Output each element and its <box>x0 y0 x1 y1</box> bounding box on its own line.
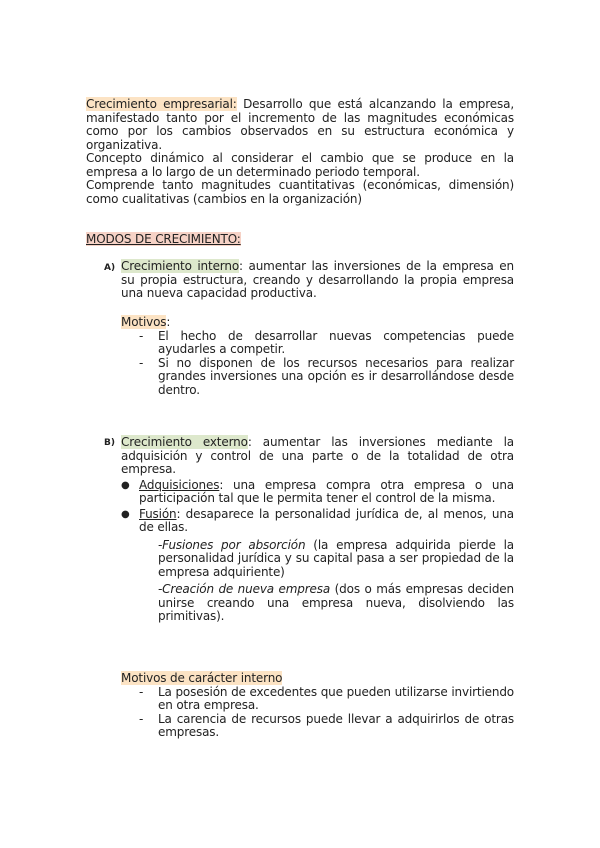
motivos-interno-heading: Motivos de carácter interno <box>121 671 283 685</box>
motivos-interno-list <box>121 686 514 740</box>
list-item: - La carencia de recursos puede llevar a adquirirlos de otras empresas. <box>139 711 514 739</box>
crecimiento-externo-section <box>121 436 514 628</box>
list-item-adquisiciones: ● Adquisiciones: una empresa compra otra empresa o una participación tal que le permita tener el control de la misma. <box>121 477 514 505</box>
intro-concept-1: Concepto dinámico al considerar el cambio que se produce en la empresa a lo largo de un determinado periodo temporal. <box>86 151 514 179</box>
marker-a: A) <box>104 263 116 273</box>
intro-term: Crecimiento empresarial: <box>86 97 237 111</box>
intro-paragraph <box>86 98 514 206</box>
fusion-absorcion: -Fusiones por absorción (la empresa adquirida pierde la personalidad jurídica y su capital pasa a ser propiedad de la empresa adquiriente) <box>158 537 514 579</box>
bullet-icon: ● <box>121 479 130 491</box>
list-item: - Si no disponen de los recursos necesarios para realizar grandes inversiones una opción es ir desarrollándose desde dentro. <box>139 355 514 397</box>
externo-definition: Crecimiento externo: aumentar las inversiones mediante la adquisición y control de una parte o de la totalidad de otra empresa. <box>121 435 514 476</box>
bullet-icon: ● <box>121 508 130 520</box>
intro-concept-2: Comprende tanto magnitudes cuantitativas (económicas, dimensión) como cualitativas (cambios en la organización) <box>86 178 514 206</box>
motivos-list <box>121 330 514 398</box>
motivos-section <box>121 316 514 397</box>
externo-bullet-list <box>121 479 514 535</box>
list-item: - El hecho de desarrollar nuevas competencias puede ayudarles a competir. <box>139 328 514 356</box>
list-item-fusion: ● Fusión: desaparece la personalidad jurídica de, al menos, una de ellas. <box>121 506 514 534</box>
externo-term: Crecimiento externo <box>121 435 248 449</box>
marker-b: B) <box>104 438 115 448</box>
intro-definition <box>86 98 514 152</box>
modos-heading: MODOS DE CRECIMIENTO: <box>86 232 241 246</box>
interno-term: Crecimiento interno <box>121 259 240 273</box>
intro-definition-text: Desarrollo que está alcanzando la empresa, manifestado tanto por el incremento de las magnitudes económicas como por los cambios observados en su estructura económica y organizativa. <box>86 97 514 152</box>
motivos-label: Motivos <box>121 315 167 329</box>
fusion-nueva-empresa: -Creación de nueva empresa (dos o más empresas deciden unirse creando una empresa nueva, disolviendo las primitivas). <box>158 582 514 623</box>
motivos-heading: Motivos: <box>121 315 171 329</box>
list-item: - La posesión de excedentes que pueden utilizarse invirtiendo en otra empresa. <box>139 684 514 712</box>
interno-definition: Crecimiento interno: aumentar las inversiones de la empresa en su propia estructura, creando y desarrollando la propia empresa una nueva capacidad productiva. <box>121 259 514 300</box>
crecimiento-interno-section <box>121 260 514 301</box>
motivos-interno-section <box>121 672 514 740</box>
fusion-types <box>158 539 514 624</box>
